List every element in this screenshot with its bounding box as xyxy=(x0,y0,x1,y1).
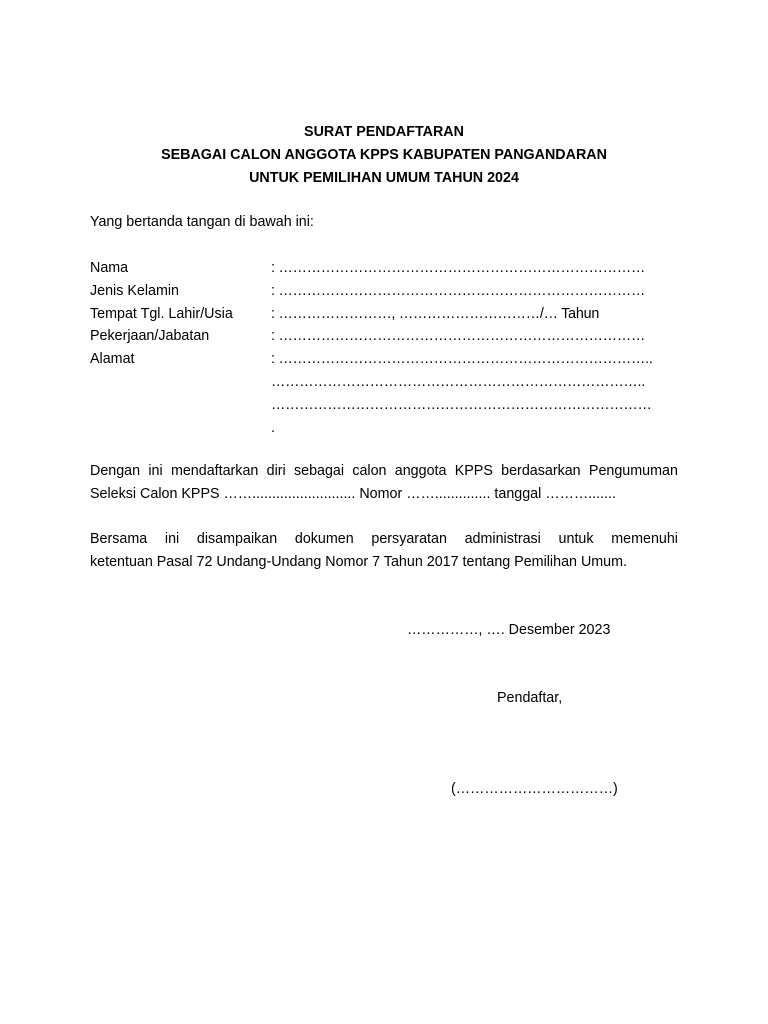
field-label-pekerjaan: Pekerjaan/Jabatan xyxy=(90,328,210,345)
word: administrasi xyxy=(464,531,541,547)
field-label-alamat: Alamat xyxy=(90,351,135,368)
field-label-nama: Nama xyxy=(90,260,129,276)
field-label-ttl-usia: Tempat Tgl. Lahir/Usia xyxy=(90,305,233,322)
title-line-2: SEBAGAI CALON ANGGOTA KPPS KABUPATEN PANGANDARAN xyxy=(161,147,607,163)
field-alamat-line-3 xyxy=(90,394,690,417)
title-line-3: UNTUK PEMILIHAN UMUM TAHUN 2024 xyxy=(249,170,519,186)
documents-paragraph xyxy=(90,528,678,574)
field-nama xyxy=(90,257,690,280)
word: dokumen xyxy=(294,531,354,547)
word: untuk xyxy=(558,531,594,547)
word: Pengumuman xyxy=(588,463,678,479)
field-blank-ttl-usia: : ……………………, …………………………/… Tahun xyxy=(271,305,600,322)
word: sebagai xyxy=(293,463,345,479)
word: berdasarkan xyxy=(501,463,581,479)
applicant-fields xyxy=(90,257,690,439)
word: Bersama xyxy=(90,531,148,547)
field-blank-nama: : …………………………………………………………………… xyxy=(271,260,646,276)
word: disampaikan xyxy=(196,531,278,547)
field-alamat-line-2 xyxy=(90,371,690,394)
field-ttl-usia xyxy=(90,303,690,326)
letter-title xyxy=(0,121,768,190)
word: persyaratan xyxy=(371,531,447,547)
registration-paragraph-line-2: Seleksi Calon KPPS …….......................... Nomor …….............. tanggal ………....... xyxy=(90,486,616,502)
registration-paragraph xyxy=(90,460,678,506)
field-label-jenis-kelamin: Jenis Kelamin xyxy=(90,282,179,299)
intro-text: Yang bertanda tangan di bawah ini: xyxy=(90,214,314,230)
word: anggota xyxy=(394,463,447,479)
word: calon xyxy=(352,463,387,479)
title-line-1: SURAT PENDAFTARAN xyxy=(304,124,464,140)
field-pekerjaan xyxy=(90,325,690,348)
registration-paragraph-line-1 xyxy=(90,460,678,483)
field-alamat xyxy=(90,348,690,371)
word: memenuhi xyxy=(611,531,678,547)
field-blank-alamat-2: …………………………………………………………………….. xyxy=(271,373,646,390)
documents-paragraph-line-1 xyxy=(90,528,678,551)
field-blank-alamat-4: . xyxy=(271,419,275,436)
word: ini xyxy=(164,531,180,547)
word: KPPS xyxy=(454,463,493,479)
signer-label: Pendaftar, xyxy=(497,690,563,706)
word: mendaftarkan xyxy=(170,463,259,479)
field-alamat-line-4 xyxy=(90,417,690,440)
field-blank-pekerjaan: : …………………………………………………………………… xyxy=(271,328,646,345)
field-blank-alamat: : …………………………………………………………………….. xyxy=(271,351,653,368)
field-blank-jenis-kelamin: : …………………………………………………………………… xyxy=(271,282,646,299)
word: Dengan xyxy=(90,463,141,479)
place-date-line: ……………, …. Desember 2023 xyxy=(407,622,611,638)
word: ini xyxy=(148,463,163,479)
signature-name-blank: (……………………………) xyxy=(451,781,618,797)
field-blank-alamat-3: ……………………………………………………………………… xyxy=(271,396,652,413)
field-jenis-kelamin xyxy=(90,280,690,303)
documents-paragraph-line-2: ketentuan Pasal 72 Undang-Undang Nomor 7 Tahun 2017 tentang Pemilihan Umum. xyxy=(90,554,628,570)
word: diri xyxy=(266,463,286,479)
